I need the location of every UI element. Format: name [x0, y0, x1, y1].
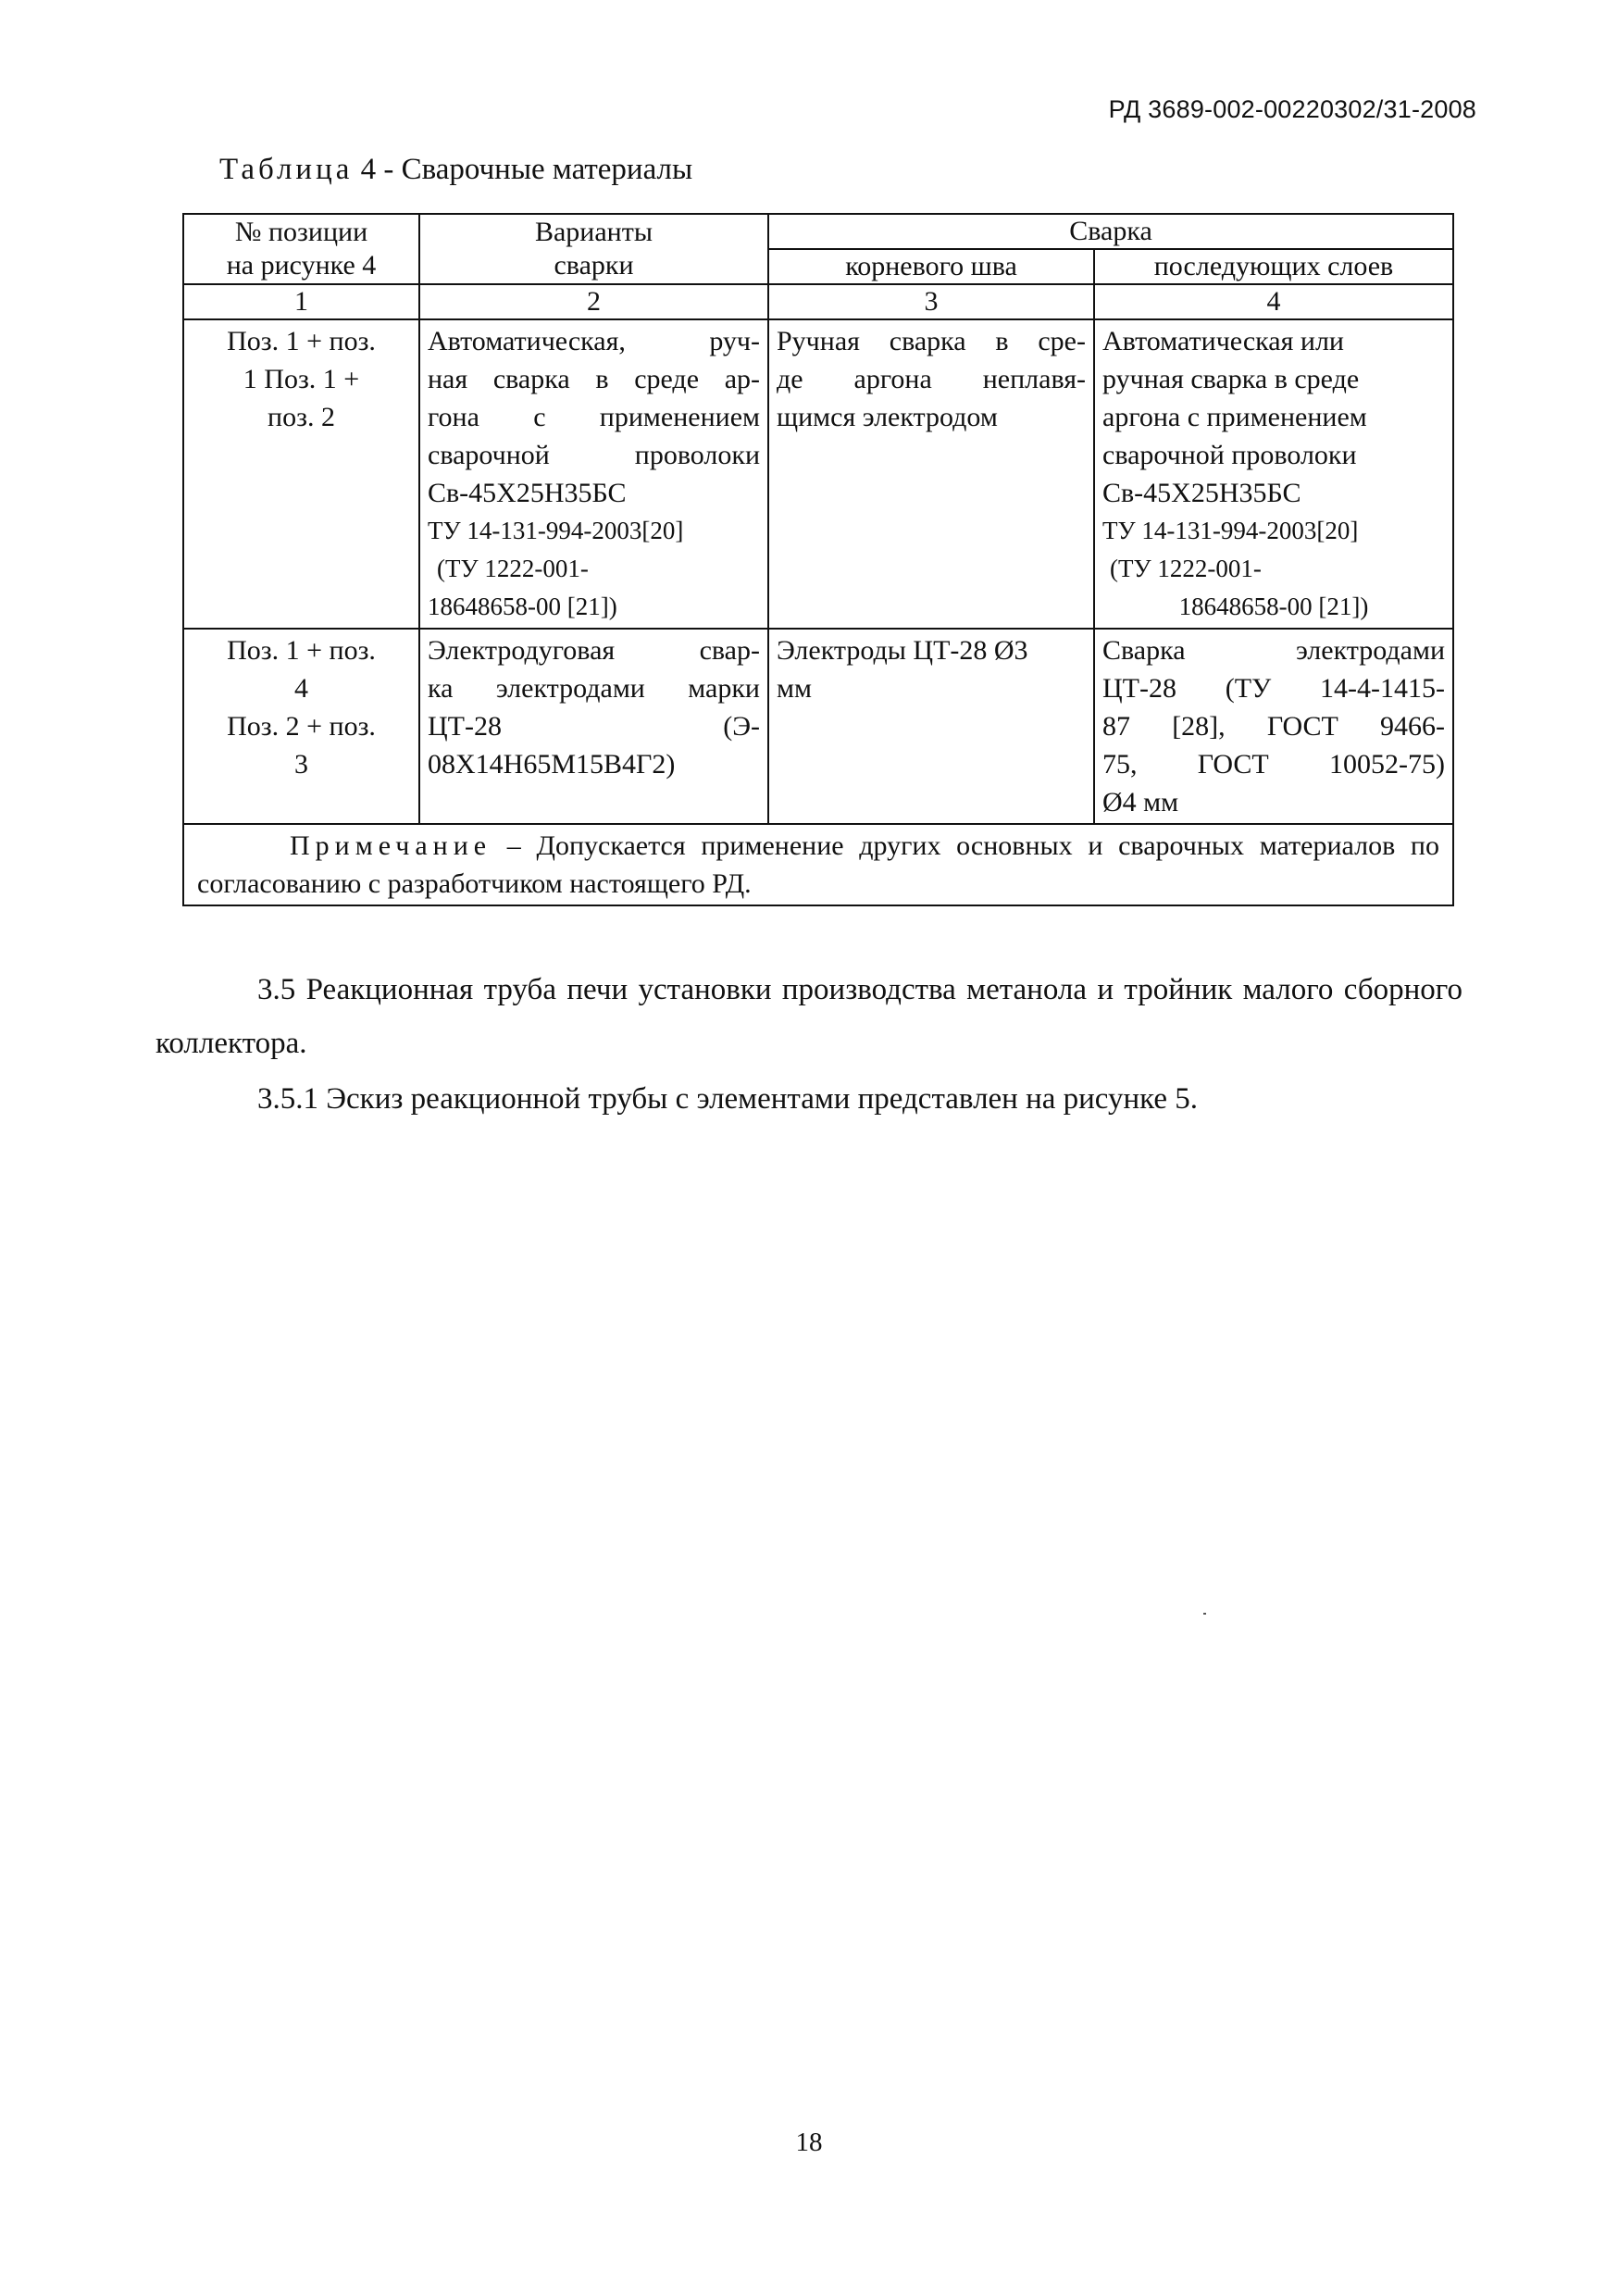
row1-position-line: Поз. 1 + поз.	[227, 326, 376, 356]
row1-variant-cell	[419, 319, 768, 629]
header-variants-line2: сварки	[554, 250, 634, 281]
column-number-row	[183, 284, 1453, 319]
note-label: Примечание	[290, 830, 492, 861]
row2-subsequent-line: Сварка электродами	[1102, 635, 1445, 666]
note-text: – Допускается применение других основных и сварочных материалов по согласованию с разработчиком настоящего РД.	[197, 830, 1439, 899]
row1-variant-line: сварочной проволоки	[428, 440, 760, 470]
row2-root-line: Электроды ЦТ-28 Ø3	[777, 635, 1028, 666]
row2-root-cell	[768, 629, 1094, 824]
row1-subsequent-line: ТУ 14-131-994-2003[20]	[1102, 517, 1359, 544]
row1-root-line: Ручная сварка в сре-	[777, 326, 1086, 356]
row1-subsequent-line: 18648658-00 [21])	[1178, 593, 1369, 620]
row1-variant-line: Автоматическая, руч-	[428, 326, 760, 356]
table-row	[183, 629, 1453, 824]
row2-position-line: Поз. 2 + поз.	[227, 711, 376, 742]
row1-subsequent-line: аргона с применением	[1102, 402, 1367, 432]
row2-subsequent-line: ЦТ-28 (ТУ 14-4-1415-	[1102, 673, 1445, 704]
table-row	[183, 319, 1453, 629]
table-caption-title: - Сварочные материалы	[376, 153, 693, 186]
table-caption-number: 4	[360, 153, 377, 186]
row2-subsequent-line: 87 [28], ГОСТ 9466-	[1102, 711, 1445, 742]
row2-position-line: 4	[294, 673, 308, 704]
row1-variant-line: Св-45Х25Н35БС	[428, 478, 627, 508]
table-caption-word: Таблица	[219, 153, 354, 186]
header-row-top	[183, 214, 1453, 249]
column-number-4: 4	[1094, 284, 1453, 319]
row2-subsequent-cell	[1094, 629, 1453, 824]
row2-position-cell	[183, 629, 419, 824]
welding-materials-table	[182, 213, 1454, 906]
row1-root-line: де аргона неплавя-	[777, 364, 1086, 394]
column-number-2: 2	[419, 284, 768, 319]
header-position-line2: на рисунке 4	[226, 250, 377, 281]
row2-position-line: Поз. 1 + поз.	[227, 635, 376, 666]
row1-variant-line: гона с применением	[428, 402, 760, 432]
row2-root-line: мм	[777, 673, 812, 704]
row2-variant-line: Электродуговая свар-	[428, 635, 760, 666]
table-caption	[219, 153, 692, 187]
column-number-1: 1	[183, 284, 419, 319]
row2-subsequent-line: 75, ГОСТ 10052-75)	[1102, 749, 1445, 780]
header-position-line1: № позиции	[234, 217, 368, 247]
header-welding-cell: Сварка	[768, 214, 1453, 249]
header-variants-cell	[419, 214, 768, 284]
header-subsequent-cell: последующих слоев	[1094, 249, 1453, 284]
row1-variant-line: 18648658-00 [21])	[428, 593, 617, 620]
header-root-cell: корневого шва	[768, 249, 1094, 284]
row1-position-line: 1 Поз. 1 +	[243, 364, 360, 394]
row1-variant-line: ная сварка в среде ар-	[428, 364, 760, 394]
row2-variant-line: ЦТ-28 (Э-	[428, 711, 760, 742]
row2-variant-line: 08Х14Н65М15В4Г2)	[428, 749, 676, 780]
row1-position-cell	[183, 319, 419, 629]
row1-subsequent-line: ручная сварка в среде	[1102, 364, 1360, 394]
row1-subsequent-line: (ТУ 1222-001-	[1110, 555, 1262, 582]
row2-position-line: 3	[294, 749, 308, 780]
row1-subsequent-line: сварочной проволоки	[1102, 440, 1357, 470]
row1-subsequent-line: Автоматическая или	[1102, 326, 1344, 356]
row1-subsequent-cell	[1094, 319, 1453, 629]
note-row	[183, 824, 1453, 905]
row2-subsequent-line: Ø4 мм	[1102, 787, 1179, 817]
row2-variant-line: ка электродами марки	[428, 673, 760, 704]
header-position-cell	[183, 214, 419, 284]
row1-root-cell	[768, 319, 1094, 629]
row1-variant-line: (ТУ 1222-001-	[437, 555, 589, 582]
paragraph-3-5: 3.5 Реакционная труба печи установки производства метанола и тройник малого сборного коллектора.	[156, 973, 1462, 1060]
row2-variant-cell	[419, 629, 768, 824]
row1-variant-line: ТУ 14-131-994-2003[20]	[428, 517, 684, 544]
page-number: 18	[795, 2128, 823, 2157]
scan-speck	[1203, 1613, 1206, 1615]
header-variants-line1: Варианты	[534, 217, 653, 247]
row1-subsequent-line: Св-45Х25Н35БС	[1102, 478, 1301, 508]
column-number-3: 3	[768, 284, 1094, 319]
row1-root-line: щимся электродом	[777, 402, 998, 432]
paragraph-3-5-1: 3.5.1 Эскиз реакционной трубы с элементами представлен на рисунке 5.	[257, 1082, 1199, 1116]
table-note	[183, 824, 1453, 905]
row1-position-line: поз. 2	[268, 402, 335, 432]
document-code: РД 3689-002-00220302/31-2008	[1108, 95, 1476, 123]
